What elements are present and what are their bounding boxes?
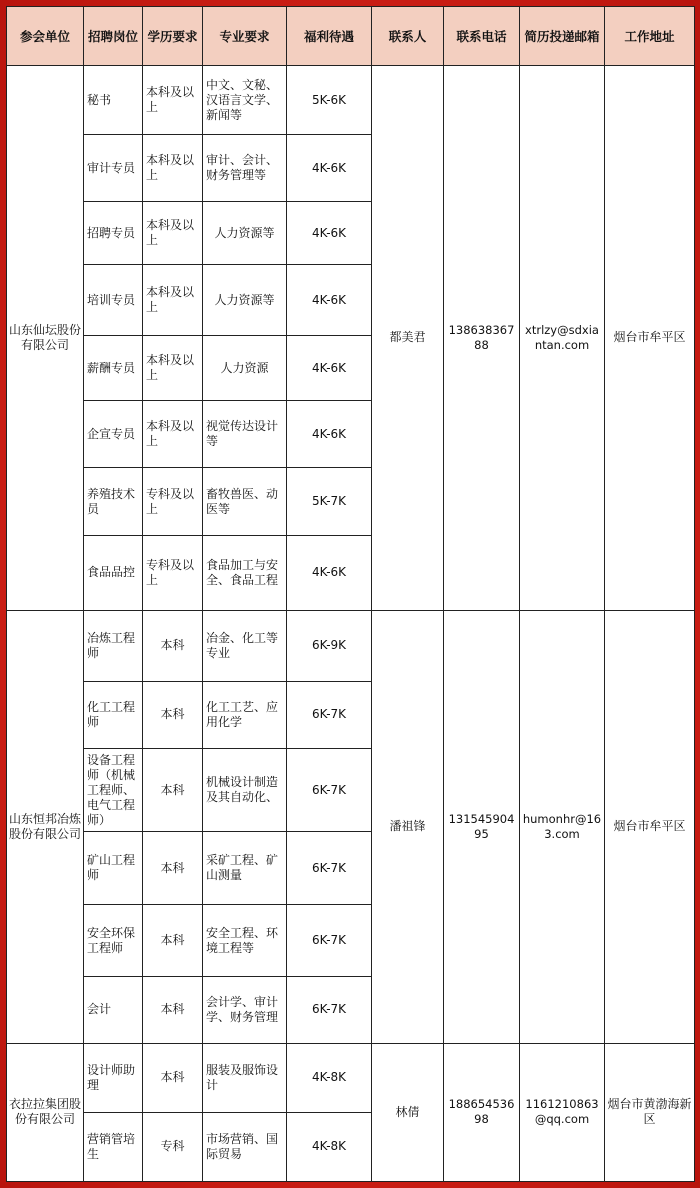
job-major: 化工工艺、应用化学 <box>203 681 287 748</box>
job-major: 采矿工程、矿山测量 <box>203 832 287 905</box>
job-education: 本科及以上 <box>143 401 203 468</box>
job-salary: 4K-8K <box>287 1043 372 1112</box>
resume-email[interactable]: xtrlzy@sdxiantan.com <box>520 66 605 611</box>
job-position: 招聘专员 <box>84 202 143 265</box>
job-salary: 4K-6K <box>287 336 372 401</box>
job-salary: 4K-6K <box>287 535 372 610</box>
job-position: 食品品控 <box>84 535 143 610</box>
job-major: 安全工程、环境工程等 <box>203 905 287 976</box>
table-row <box>7 610 695 681</box>
job-salary: 6K-7K <box>287 681 372 748</box>
job-major: 中文、文秘、汉语言文学、新闻等 <box>203 66 287 135</box>
contact-phone: 13154590495 <box>444 610 520 1043</box>
company-name: 山东恒邦冶炼股份有限公司 <box>7 610 84 1043</box>
job-education: 本科 <box>143 1043 203 1112</box>
job-position: 薪酬专员 <box>84 336 143 401</box>
job-salary: 4K-6K <box>287 401 372 468</box>
job-education: 本科及以上 <box>143 202 203 265</box>
job-education: 本科及以上 <box>143 265 203 336</box>
job-position: 会计 <box>84 976 143 1043</box>
job-education: 本科及以上 <box>143 66 203 135</box>
job-major: 冶金、化工等专业 <box>203 610 287 681</box>
contact-person: 潘祖锋 <box>372 610 444 1043</box>
job-education: 本科及以上 <box>143 336 203 401</box>
job-education: 本科 <box>143 832 203 905</box>
header-contact: 联系人 <box>372 7 444 66</box>
job-position: 秘书 <box>84 66 143 135</box>
job-major: 食品加工与安全、食品工程 <box>203 535 287 610</box>
job-salary: 4K-6K <box>287 135 372 202</box>
work-address: 烟台市牟平区 <box>605 66 695 611</box>
job-education: 本科及以上 <box>143 135 203 202</box>
job-major: 畜牧兽医、动医等 <box>203 468 287 535</box>
job-major: 市场营销、国际贸易 <box>203 1112 287 1181</box>
header-position: 招聘岗位 <box>84 7 143 66</box>
job-salary: 6K-7K <box>287 905 372 976</box>
job-position: 设备工程师（机械工程师、电气工程师） <box>84 748 143 831</box>
header-phone: 联系电话 <box>444 7 520 66</box>
company-name: 山东仙坛股份有限公司 <box>7 66 84 611</box>
job-position: 设计师助理 <box>84 1043 143 1112</box>
job-salary: 6K-7K <box>287 976 372 1043</box>
job-salary: 4K-6K <box>287 202 372 265</box>
job-salary: 6K-7K <box>287 832 372 905</box>
work-address: 烟台市黄渤海新区 <box>605 1043 695 1181</box>
contact-person: 都美君 <box>372 66 444 611</box>
header-major: 专业要求 <box>203 7 287 66</box>
job-major: 视觉传达设计等 <box>203 401 287 468</box>
job-position: 养殖技术员 <box>84 468 143 535</box>
job-position: 营销管培生 <box>84 1112 143 1181</box>
job-major: 人力资源等 <box>203 202 287 265</box>
job-salary: 5K-7K <box>287 468 372 535</box>
job-position: 矿山工程师 <box>84 832 143 905</box>
job-education: 本科 <box>143 610 203 681</box>
job-position: 安全环保工程师 <box>84 905 143 976</box>
header-education: 学历要求 <box>143 7 203 66</box>
job-salary: 6K-9K <box>287 610 372 681</box>
table-header-row <box>7 7 695 66</box>
contact-phone: 18865453698 <box>444 1043 520 1181</box>
job-major: 人力资源 <box>203 336 287 401</box>
job-major: 审计、会计、财务管理等 <box>203 135 287 202</box>
contact-person: 林倩 <box>372 1043 444 1181</box>
job-education: 本科 <box>143 748 203 831</box>
job-position: 培训专员 <box>84 265 143 336</box>
table-row <box>7 1043 695 1112</box>
work-address: 烟台市牟平区 <box>605 610 695 1043</box>
header-address: 工作地址 <box>605 7 695 66</box>
job-major: 人力资源等 <box>203 265 287 336</box>
job-major: 会计学、审计学、财务管理 <box>203 976 287 1043</box>
job-salary: 6K-7K <box>287 748 372 831</box>
job-education: 专科及以上 <box>143 468 203 535</box>
table-row <box>7 66 695 135</box>
job-salary: 4K-6K <box>287 265 372 336</box>
header-company: 参会单位 <box>7 7 84 66</box>
job-education: 专科 <box>143 1112 203 1181</box>
job-salary: 5K-6K <box>287 66 372 135</box>
job-position: 冶炼工程师 <box>84 610 143 681</box>
job-education: 专科及以上 <box>143 535 203 610</box>
header-email: 简历投递邮箱 <box>520 7 605 66</box>
resume-email[interactable]: 1161210863@qq.com <box>520 1043 605 1181</box>
job-major: 服装及服饰设计 <box>203 1043 287 1112</box>
job-salary: 4K-8K <box>287 1112 372 1181</box>
job-position: 化工工程师 <box>84 681 143 748</box>
job-education: 本科 <box>143 905 203 976</box>
recruitment-table <box>6 6 695 1182</box>
job-position: 企宣专员 <box>84 401 143 468</box>
job-education: 本科 <box>143 976 203 1043</box>
company-name: 衣拉拉集团股份有限公司 <box>7 1043 84 1181</box>
recruitment-table-sheet <box>6 6 694 1182</box>
job-major: 机械设计制造及其自动化、 <box>203 748 287 831</box>
job-education: 本科 <box>143 681 203 748</box>
contact-phone: 13863836788 <box>444 66 520 611</box>
resume-email[interactable]: humonhr@163.com <box>520 610 605 1043</box>
header-salary: 福利待遇 <box>287 7 372 66</box>
job-position: 审计专员 <box>84 135 143 202</box>
